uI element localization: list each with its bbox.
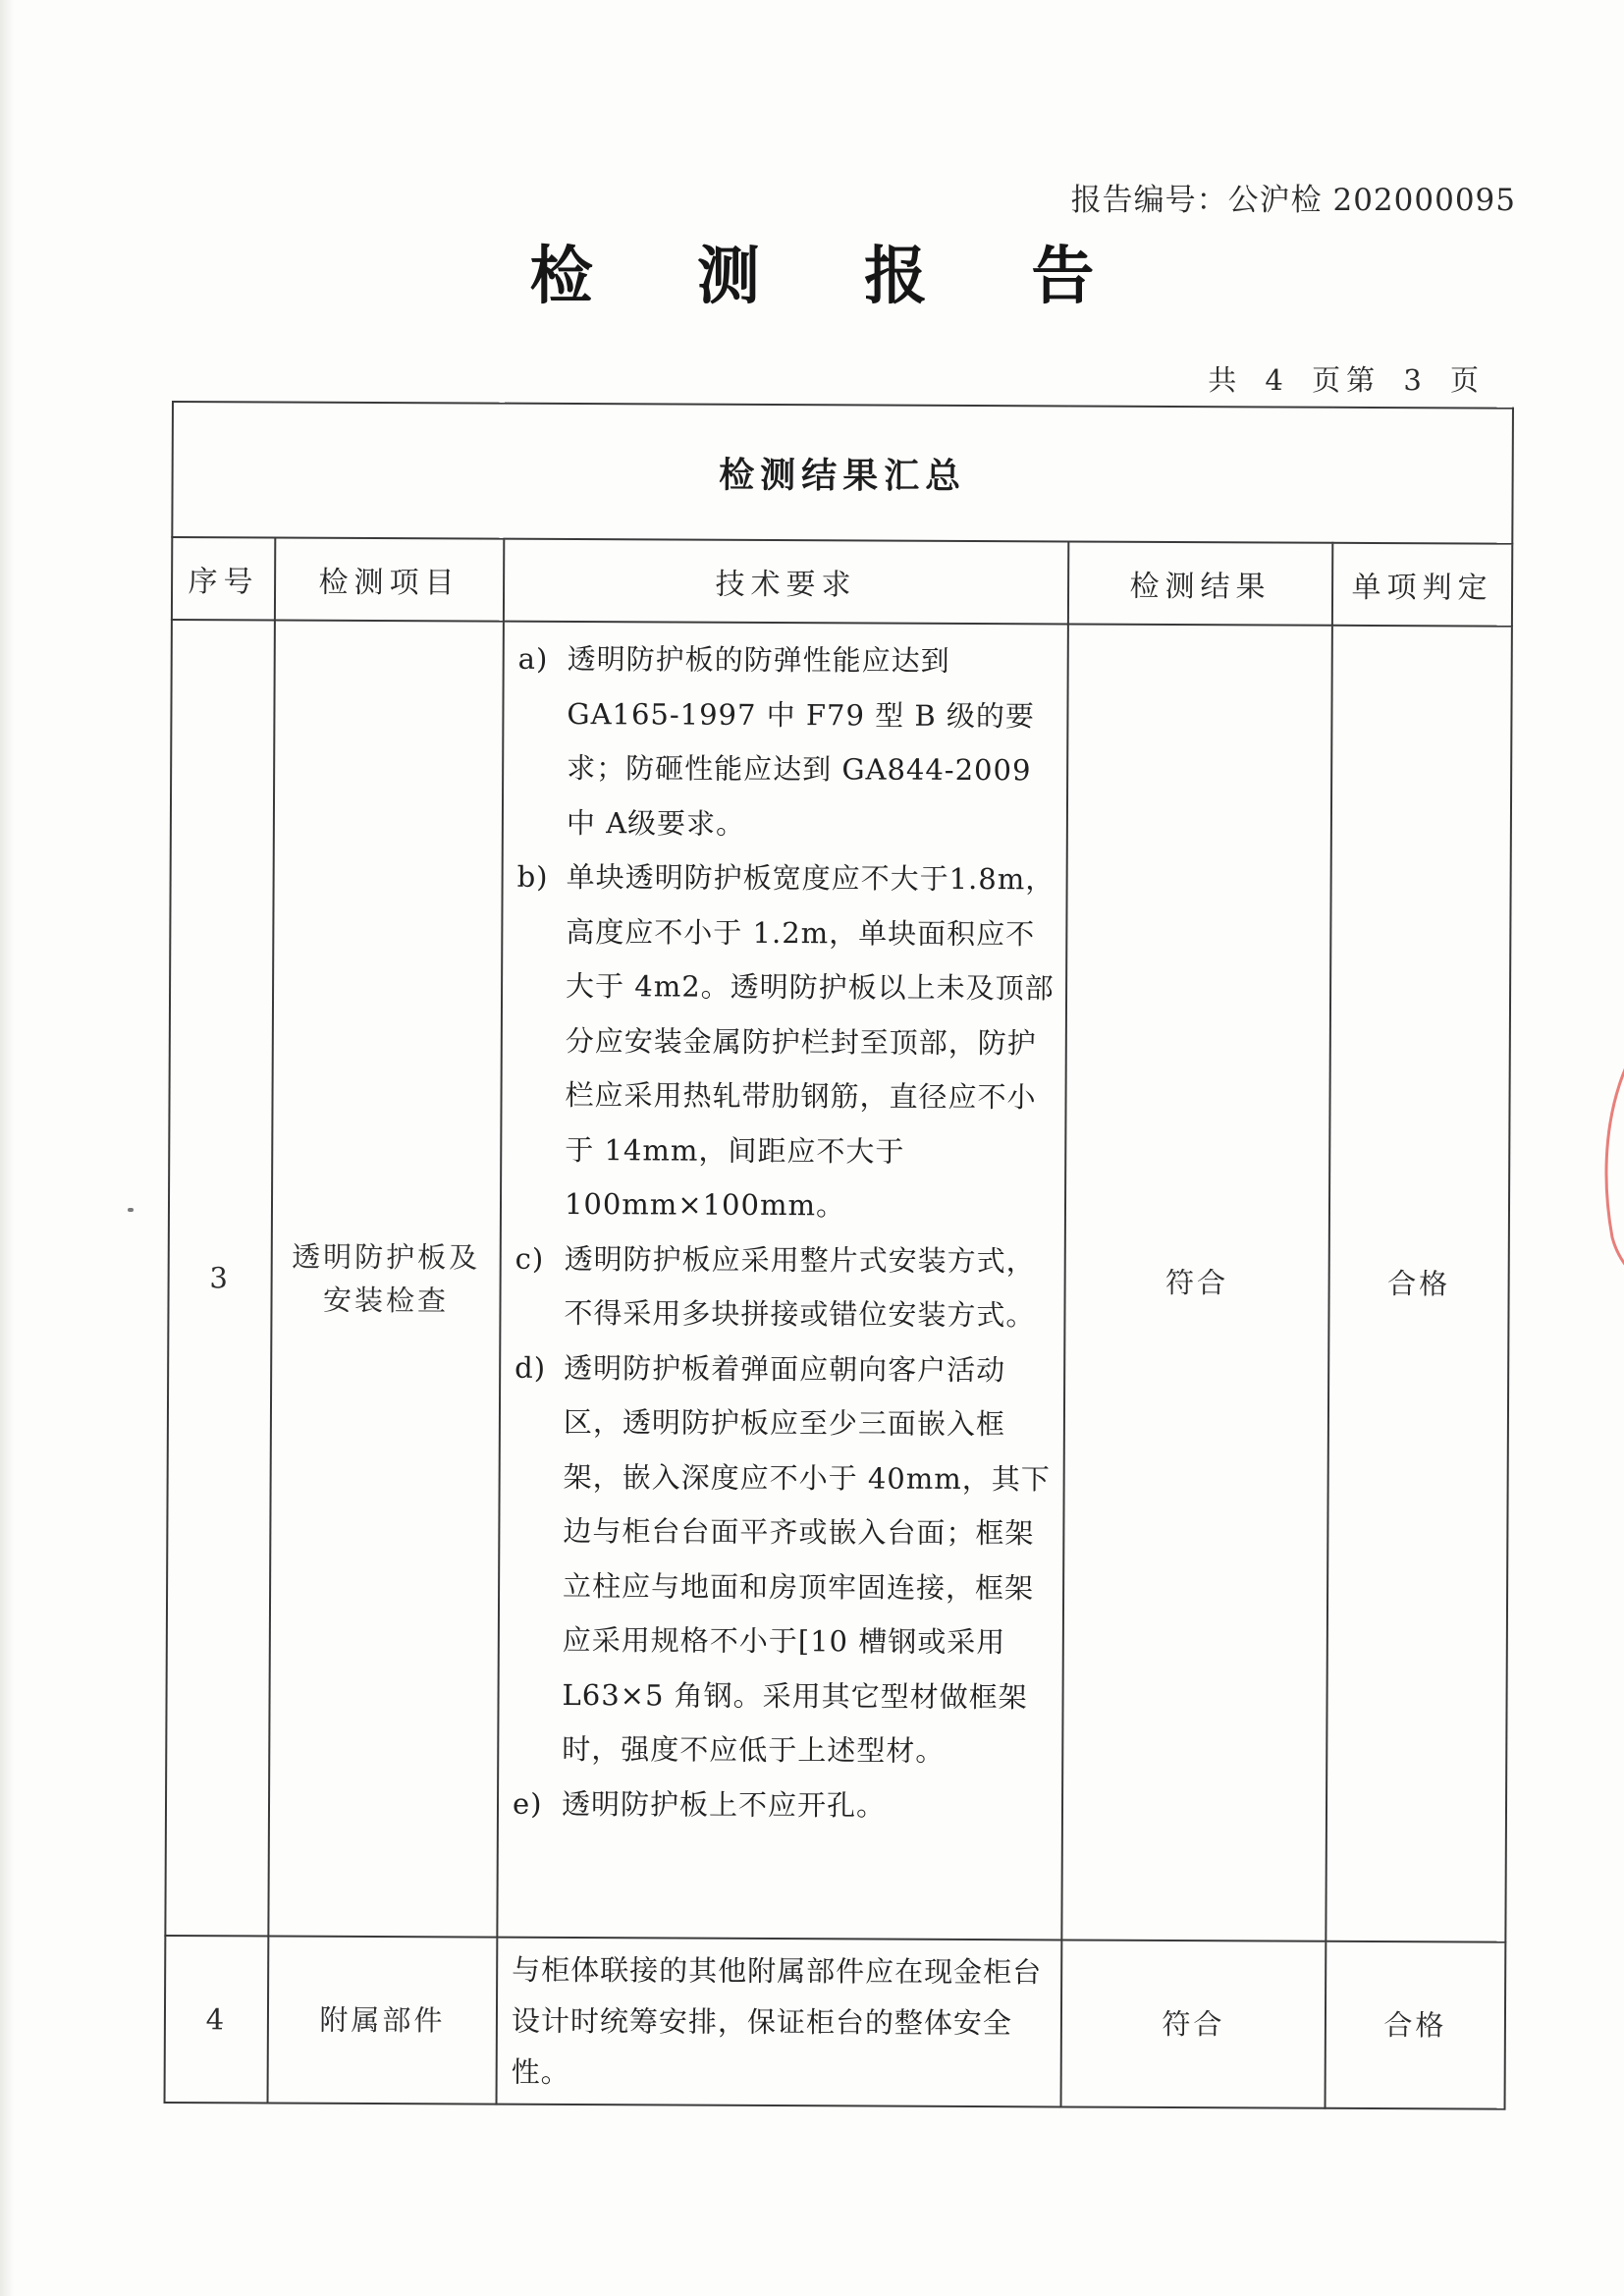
table-title: 检测结果汇总 bbox=[172, 402, 1513, 544]
requirements-cell bbox=[497, 622, 1068, 1941]
column-header-no: 序号 bbox=[172, 537, 275, 621]
requirement-text: 透明防护板上不应开孔。 bbox=[561, 1786, 887, 1823]
requirement-marker: b) bbox=[516, 859, 549, 894]
inspection-item: 附属部件 bbox=[268, 1936, 498, 2104]
requirement-c bbox=[514, 1231, 1056, 1343]
requirement-marker: e) bbox=[512, 1786, 543, 1821]
requirement-marker: d) bbox=[514, 1350, 547, 1385]
page-count: 共 4 页第 3 页 bbox=[1208, 363, 1485, 397]
row-number: 3 bbox=[165, 620, 275, 1936]
report-number: 报告编号：公沪检 202000095 bbox=[1070, 183, 1516, 218]
requirement-text: 透明防护板的防弹性能应达到GA165-1997 中 F79 型 B 级的要求；防砸性能应达到 GA844-2009 中 A级要求。 bbox=[566, 641, 1036, 841]
scan-speck bbox=[128, 1208, 134, 1212]
column-header-item: 检测项目 bbox=[275, 538, 504, 622]
requirement-a bbox=[517, 632, 1059, 853]
results-summary-table-wrap bbox=[164, 401, 1512, 2097]
inspection-item: 透明防护板及安装检查 bbox=[268, 621, 504, 1938]
row-number: 4 bbox=[165, 1936, 269, 2104]
requirement-text: 透明防护板着弹面应朝向客户活动区，透明防护板应至少三面嵌入框架，嵌入深度应不小于 40mm，其下边与柜台台面平齐或嵌入台面；框架立柱应与地面和房顶牢固连接，框架应采用规格不小于[10 槽钢或采用 L63×5 角钢。采用其它型材做框架时，强度不应低于上述型材。 bbox=[562, 1350, 1051, 1768]
requirement-marker: a) bbox=[517, 641, 549, 676]
seal-arc bbox=[1606, 990, 1624, 1294]
requirement-text: 单块透明防护板宽度应不大于1.8m，高度应不小于 1.2m，单块面积应不大于 4m2。透明防护板以上未及顶部分应安装金属防护栏封至顶部，防护栏应采用热轧带肋钢筋，直径应不小于 14mm，间距应不大于 100mm×100mm。 bbox=[564, 859, 1056, 1223]
report-title: 检 测 报 告 bbox=[529, 240, 1136, 313]
results-summary-table bbox=[164, 401, 1514, 2110]
column-header-verdict: 单项判定 bbox=[1332, 543, 1512, 627]
column-header-requirements: 技术要求 bbox=[504, 539, 1068, 625]
table-row bbox=[165, 1936, 1506, 2109]
requirement-text: 透明防护板应采用整片式安装方式，不得采用多块拼接或错位安装方式。 bbox=[564, 1241, 1036, 1333]
requirement-marker: c) bbox=[514, 1241, 545, 1276]
page-edge-shadow bbox=[0, 0, 14, 2296]
requirement-b bbox=[515, 850, 1058, 1234]
requirement-e bbox=[513, 1777, 1054, 1833]
inspection-result: 符合 bbox=[1061, 624, 1332, 1941]
item-verdict: 合格 bbox=[1326, 626, 1512, 1942]
red-seal-stamp bbox=[1583, 982, 1624, 1296]
column-header-result: 检测结果 bbox=[1068, 541, 1332, 625]
seal-border bbox=[1606, 990, 1624, 1294]
item-verdict: 合格 bbox=[1326, 1941, 1506, 2109]
inspection-result: 符合 bbox=[1061, 1940, 1326, 2107]
requirements-cell: 与柜体联接的其他附属部件应在现金柜台设计时统筹安排，保证柜台的整体安全性。 bbox=[497, 1938, 1062, 2107]
table-header-row bbox=[172, 537, 1512, 627]
table-row bbox=[165, 620, 1512, 1942]
requirement-d bbox=[513, 1340, 1056, 1779]
